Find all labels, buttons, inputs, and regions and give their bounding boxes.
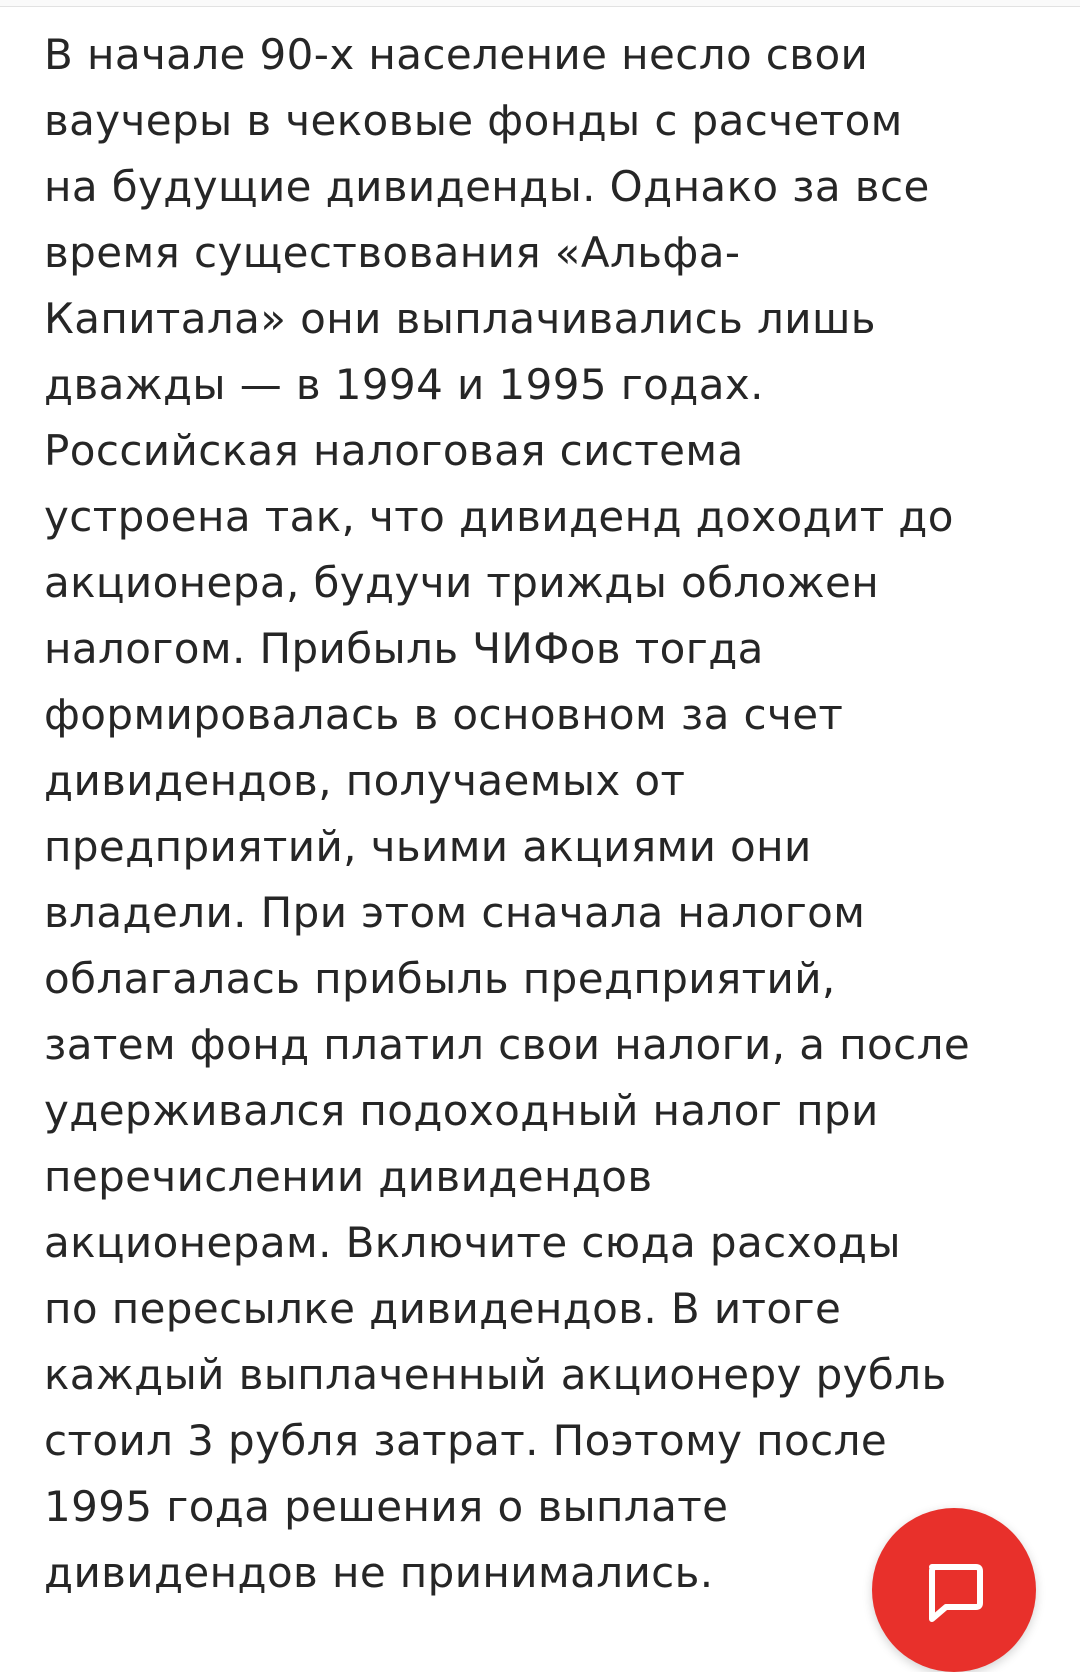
chat-button[interactable] bbox=[872, 1508, 1036, 1672]
top-divider bbox=[0, 0, 1080, 7]
chat-bubble-icon bbox=[922, 1561, 986, 1625]
article-paragraph: В начале 90-х население несло свои ваучеры в чековые фонды с расчетом на будущие дивиденды. Однако за все время существования «Альфа- Капитала» они выплачивались лишь дважды — в 1994 и 1995 годах. Российская налоговая система устроена так, что дивиденд доходит до акционера, будучи трижды обложен налогом. Прибыль ЧИФов тогда формировалась в основном за счет дивидендов, получаемых от предприятий, чьими акциями они владели. При этом сначала налогом облагалась прибыль предприятий, затем фонд платил свои налоги, а после удерживался подоходный налог при перечислении дивидендов акционерам. Включите сюда расходы по пересылке дивидендов. В итоге каждый выплаченный акционеру рубль стоил 3 рубля затрат. Поэтому после 1995 года решения о выплате дивидендов не принимались. bbox=[44, 30, 971, 1597]
